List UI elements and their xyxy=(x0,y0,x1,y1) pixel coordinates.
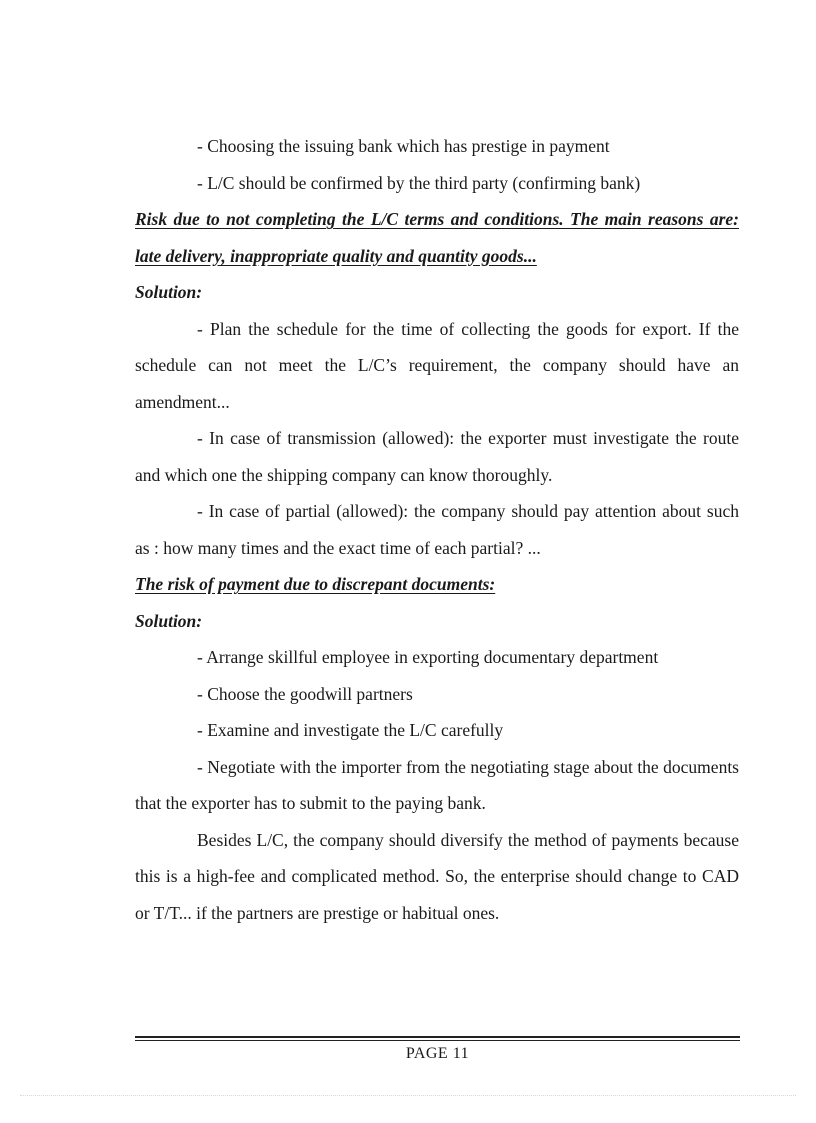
page-number: PAGE 11 xyxy=(405,1045,470,1062)
paragraph-transmission: - In case of transmission (allowed): the exporter must investigate the route and which one the shipping company can know thoroughly. xyxy=(135,428,739,485)
heading-risk-lc-terms: Risk due to not completing the L/C terms and conditions. The main reasons are: late delivery, inappropriate quality and quantity goods... xyxy=(135,209,739,266)
document-body xyxy=(135,128,739,931)
bullet-lc-confirmed: - L/C should be confirmed by the third party (confirming bank) xyxy=(197,172,641,193)
page-bottom-border xyxy=(20,1095,796,1096)
bullet-examine-lc: - Examine and investigate the L/C carefully xyxy=(197,720,504,740)
paragraph-negotiate-importer: - Negotiate with the importer from the negotiating stage about the documents that the exporter has to submit to the paying bank. xyxy=(135,756,739,813)
solution-label-1: Solution: xyxy=(135,282,203,302)
bullet-issuing-bank: - Choosing the issuing bank which has prestige in payment xyxy=(197,136,610,156)
bullet-goodwill-partners: - Choose the goodwill partners xyxy=(197,683,413,704)
solution-label-2: Solution: xyxy=(135,610,203,631)
paragraph-plan-schedule: - Plan the schedule for the time of collecting the goods for export. If the schedule can not meet the L/C’s requirement, the company should have an amendment... xyxy=(135,318,739,412)
paragraph-partial: - In case of partial (allowed): the company should pay attention about such as : how many times and the exact time of each partial? ... xyxy=(135,501,739,558)
heading-risk-discrepant-documents: The risk of payment due to discrepant documents: xyxy=(135,574,496,594)
paragraph-diversify-payments: Besides L/C, the company should diversify the method of payments because this is a high-fee and complicated method. So, the enterprise should change to CAD or T/T... if the partners are prestige or habitual ones. xyxy=(135,829,739,923)
bullet-skillful-employee: - Arrange skillful employee in exporting documentary department xyxy=(197,647,659,667)
footer-divider xyxy=(135,1036,740,1041)
